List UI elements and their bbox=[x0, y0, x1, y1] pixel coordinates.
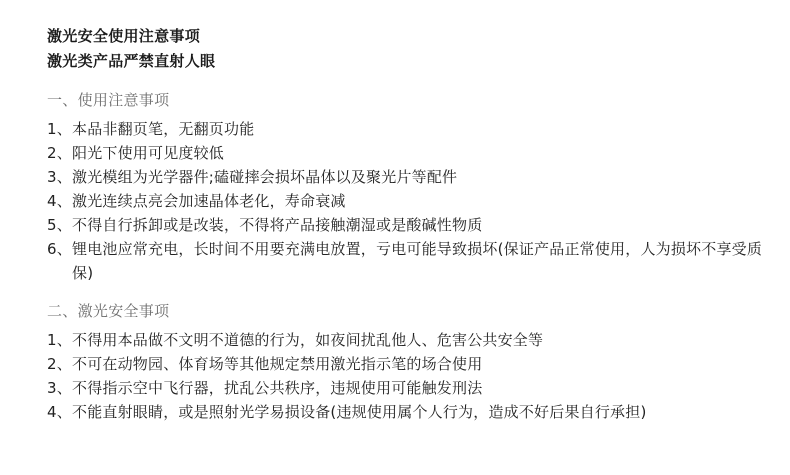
list-item bbox=[47, 189, 772, 213]
list-item bbox=[47, 400, 772, 424]
list-item bbox=[47, 141, 772, 165]
item-number: 1、 bbox=[47, 120, 72, 138]
item-text: 锂电池应常充电，长时间不用要充满电放置，亏电可能导致损坏(保证产品正常使用，人为损坏不享受质保) bbox=[72, 240, 763, 282]
list-item bbox=[47, 165, 772, 189]
title-line-1: 激光安全使用注意事项 bbox=[47, 27, 201, 45]
item-number: 4、 bbox=[47, 192, 72, 210]
item-text: 不得自行拆卸或是改装，不得将产品接触潮湿或是酸碱性物质 bbox=[72, 216, 483, 234]
item-number: 3、 bbox=[47, 168, 72, 186]
list-item bbox=[47, 328, 772, 352]
item-text: 阳光下使用可见度较低 bbox=[72, 144, 225, 162]
item-number: 5、 bbox=[47, 216, 72, 234]
item-number: 2、 bbox=[47, 144, 72, 162]
usage-notes-section bbox=[47, 88, 790, 285]
item-number: 4、 bbox=[47, 403, 72, 421]
item-text: 不得指示空中飞行器，扰乱公共秩序，违规使用可能触发刑法 bbox=[72, 379, 483, 397]
item-text: 不能直射眼睛，或是照射光学易损设备(违规使用属个人行为，造成不好后果自行承担) bbox=[72, 403, 647, 421]
item-text: 本品非翻页笔，无翻页功能 bbox=[72, 120, 255, 138]
list-item bbox=[47, 117, 772, 141]
item-text: 激光模组为光学器件;磕碰摔会损坏晶体以及聚光片等配件 bbox=[72, 168, 458, 186]
list-item bbox=[47, 352, 772, 376]
item-number: 3、 bbox=[47, 379, 72, 397]
section-heading-safety: 二、激光安全事项 bbox=[47, 302, 170, 320]
item-text: 不可在动物园、体育场等其他规定禁用激光指示笔的场合使用 bbox=[72, 355, 483, 373]
title-line-2: 激光类产品严禁直射人眼 bbox=[47, 52, 216, 70]
list-item bbox=[47, 237, 772, 285]
laser-safety-section bbox=[47, 299, 790, 424]
list-item bbox=[47, 213, 772, 237]
item-number: 1、 bbox=[47, 331, 72, 349]
item-text: 不得用本品做不文明不道德的行为，如夜间扰乱他人、危害公共安全等 bbox=[72, 331, 544, 349]
item-text: 激光连续点亮会加速晶体老化，寿命衰减 bbox=[72, 192, 346, 210]
section-heading-usage: 一、使用注意事项 bbox=[47, 91, 170, 109]
list-item bbox=[47, 376, 772, 400]
item-number: 2、 bbox=[47, 355, 72, 373]
item-number: 6、 bbox=[47, 240, 72, 258]
